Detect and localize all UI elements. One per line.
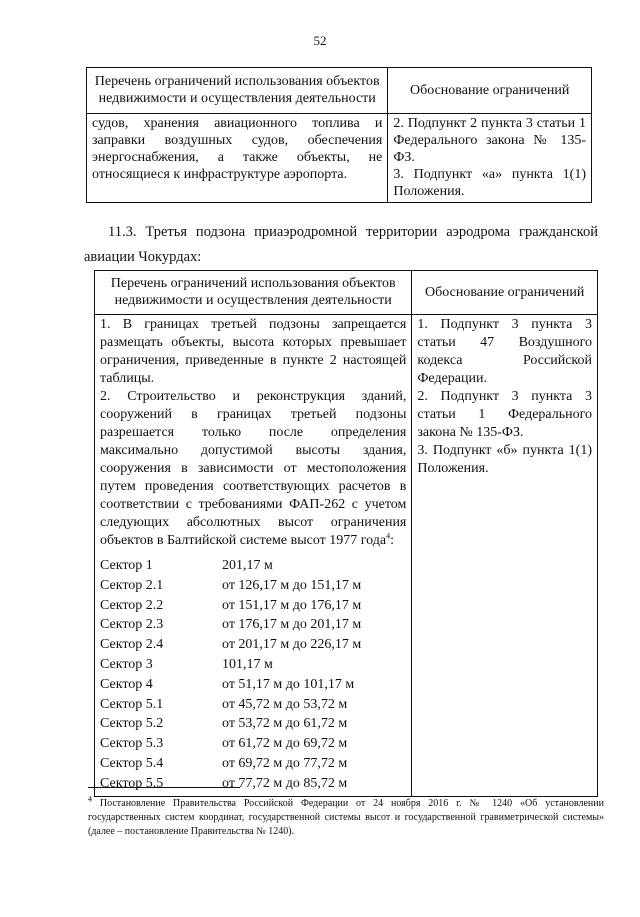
restrictions-table-third-subzone: [94, 270, 598, 797]
sector-height: от 176,17 м до 201,17 м: [222, 617, 362, 633]
sector-name: Сектор 5.4: [100, 755, 164, 771]
sector-height: 101,17 м: [222, 656, 273, 672]
header-justification: Обоснование ограничений: [412, 271, 598, 315]
sector-name: Сектор 1: [100, 558, 153, 573]
footnote: [88, 794, 604, 839]
sector-height: от 61,72 м до 69,72 м: [222, 736, 348, 752]
sector-name: Сектор 4: [100, 676, 153, 692]
sector-row: [100, 695, 406, 715]
footnote-separator: [88, 787, 240, 788]
justification-cell: [388, 114, 592, 203]
sector-height: от 77,72 м до 85,72 м: [222, 775, 348, 791]
sector-row: [100, 734, 406, 754]
sector-name: Сектор 5.3: [100, 736, 164, 752]
sector-height: от 151,17 м до 176,17 м: [222, 597, 362, 613]
sector-name: Сектор 3: [100, 656, 153, 672]
sector-height: от 51,17 м до 101,17 м: [222, 676, 355, 692]
table-row: [87, 114, 592, 203]
justification-item: 1. Подпункт 3 пункта 3 статьи 47 Воздушного кодекса Российской Федерации.: [417, 317, 592, 386]
sector-row: [100, 556, 406, 576]
header-justification: Обоснование ограничений: [388, 68, 592, 114]
restriction-item-2-end: :: [390, 533, 394, 548]
sector-name: Сектор 5.1: [100, 696, 164, 712]
sector-height: от 126,17 м до 151,17 м: [222, 577, 362, 593]
sector-name: Сектор 5.2: [100, 716, 164, 732]
page-number: 52: [313, 33, 327, 48]
restrictions-cell: [95, 315, 412, 797]
header-restrictions-list: Перечень ограничений использования объектов недвижимости и осуществления деятельности: [95, 271, 412, 315]
sector-height: от 45,72 м до 53,72 м: [222, 696, 348, 712]
sector-row: [100, 655, 406, 675]
restriction-item-1: 1. В границах третьей подзоны запрещается размещать объекты, высота которых превышает ограничения, приведенные в пункте 2 настоящей таблицы.: [100, 317, 407, 386]
footnote-mark: 4: [88, 794, 92, 804]
table-row: [95, 315, 598, 797]
sector-name: Сектор 5.5: [100, 775, 164, 791]
sector-row: [100, 596, 406, 616]
restriction-text: судов, хранения авиационного топлива и заправки воздушных судов, обеспечения энергоснабжения, а также объекты, не относящиеся к инфраструктуре аэропорта.: [87, 114, 388, 203]
restriction-item-2-text: 2. Строительство и реконструкция зданий, сооружений в границах третьей подзоны разрешается только после определения максимально допустимой высоты здания, сооружения в зависимости от местоположения путем проведения соответствующих расчетов в соответствии с требованиями ФАП-262 с учетом следующих абсолютных высот ограничения объектов в Балтийской системе высот 1977 года: [100, 389, 407, 548]
justification-item: 3. Подпункт «б» пункта 1(1) Положения.: [417, 443, 592, 476]
sector-height: от 53,72 м до 61,72 м: [222, 716, 348, 732]
sector-row: [100, 576, 406, 596]
sector-heights-list: [100, 556, 406, 794]
sector-row: [100, 754, 406, 774]
restriction-item-2: [100, 388, 406, 550]
justification-item: 2. Подпункт 3 пункта 3 статьи 1 Федерального закона № 135-ФЗ.: [417, 389, 592, 440]
sector-height: 201,17 м: [222, 558, 273, 573]
sector-name: Сектор 2.1: [100, 577, 164, 593]
sector-height: от 69,72 м до 77,72 м: [222, 755, 348, 771]
justification-item: 2. Подпункт 2 пункта 3 статьи 1 Федерального закона № 135-ФЗ.: [393, 116, 586, 165]
header-restrictions-list: Перечень ограничений использования объектов недвижимости и осуществления деятельности: [87, 68, 388, 114]
footnote-reference: 4: [386, 531, 391, 541]
sector-row: [100, 635, 406, 655]
table-header-row: [87, 68, 592, 114]
justification-cell: [412, 315, 598, 797]
justification-item: 3. Подпункт «а» пункта 1(1) Положения.: [393, 167, 586, 199]
sector-name: Сектор 2.2: [100, 597, 164, 613]
sector-height: от 201,17 м до 226,17 м: [222, 637, 362, 653]
sector-row: [100, 714, 406, 734]
footnote-text: Постановление Правительства Российской Федерации от 24 ноября 2016 г. № 1240 «Об установлении государственных систем координат, государственной системы высот и государственной гравиметрической системы» (далее – постановление Правительства № 1240).: [88, 798, 604, 837]
sector-row: [100, 615, 406, 635]
sector-row: [100, 774, 406, 794]
sector-name: Сектор 2.4: [100, 637, 164, 653]
table-header-row: [95, 271, 598, 315]
section-paragraph: 11.3. Третья подзона приаэродромной территории аэродрома гражданской авиации Чокурдах:: [84, 224, 598, 265]
sector-row: [100, 675, 406, 695]
restrictions-table-continued: [86, 67, 592, 203]
sector-name: Сектор 2.3: [100, 617, 164, 633]
